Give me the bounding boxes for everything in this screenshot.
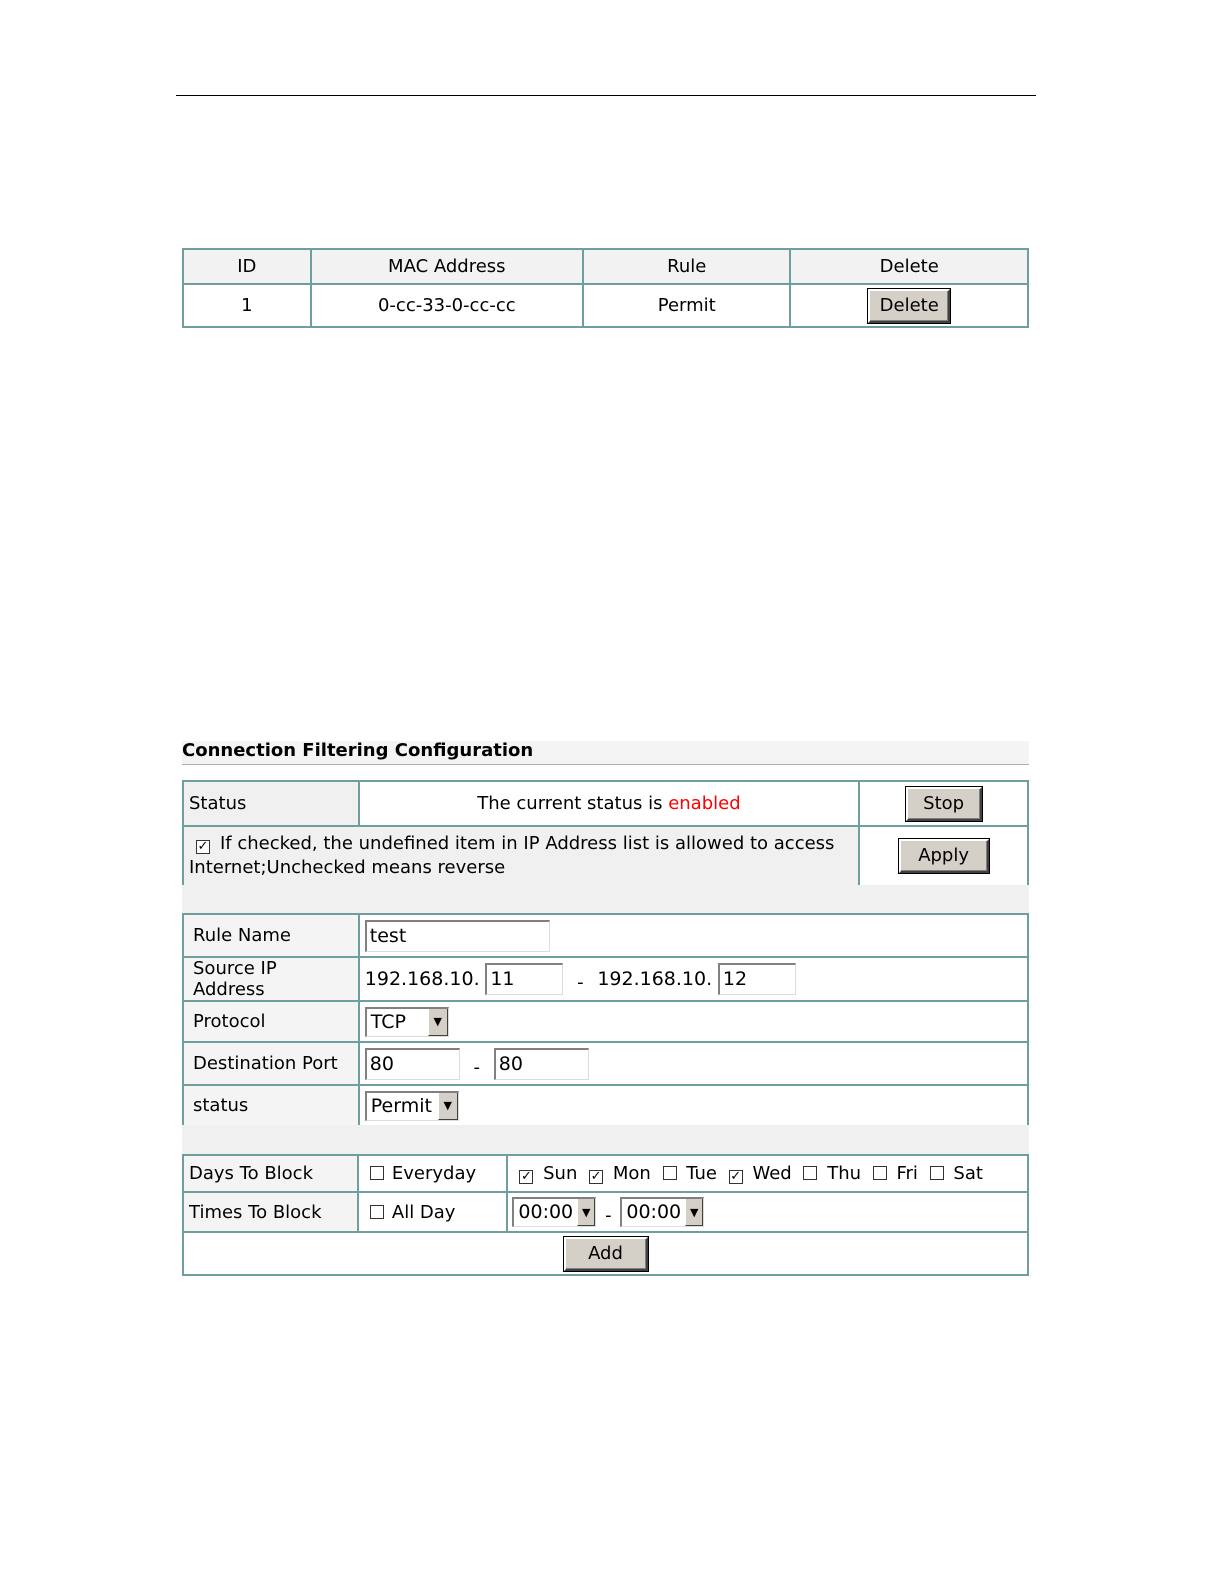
rule-name-label: Rule Name [183, 914, 359, 957]
rule-status-select[interactable] [365, 1091, 459, 1121]
section-title: Connection Filtering Configuration [182, 741, 1029, 765]
source-ip-cell [359, 957, 1028, 1001]
rule-status-label: status [183, 1085, 359, 1126]
source-ip-label: Source IP Address [183, 957, 359, 1001]
mac-filter-table [182, 248, 1029, 328]
weekday-cell [507, 1155, 1028, 1192]
default-policy-checkbox[interactable]: ✓ [197, 839, 209, 854]
column-header-delete: Delete [790, 249, 1028, 284]
allday-cell [358, 1192, 508, 1232]
time-end-select[interactable] [620, 1197, 704, 1227]
apply-cell [859, 826, 1028, 886]
add-cell [183, 1232, 1028, 1275]
row-delete-cell [790, 284, 1028, 327]
protocol-select[interactable] [365, 1007, 449, 1037]
time-start-select[interactable] [512, 1197, 596, 1227]
dest-port-cell [359, 1042, 1028, 1085]
rule-form-table [182, 913, 1029, 1127]
apply-button[interactable]: Apply [899, 839, 989, 873]
allday-checkbox[interactable] [370, 1205, 384, 1219]
mon-label: Mon [612, 1163, 651, 1184]
days-row [183, 1155, 1028, 1192]
sun-checkbox[interactable]: ✓ [520, 1169, 532, 1184]
add-button[interactable]: Add [564, 1237, 648, 1271]
status-select-row [183, 1085, 1028, 1126]
page-header-rule [176, 95, 1036, 96]
days-label: Days To Block [183, 1155, 358, 1192]
row-rule: Permit [583, 284, 791, 327]
stop-button[interactable]: Stop [906, 787, 982, 821]
protocol-row [183, 1001, 1028, 1042]
status-row [183, 781, 1028, 826]
dest-port-label: Destination Port [183, 1042, 359, 1085]
sat-checkbox[interactable] [930, 1166, 944, 1180]
range-separator: - [577, 972, 584, 993]
rule-name-row [183, 914, 1028, 957]
fri-label: Fri [896, 1163, 918, 1184]
default-policy-cell [183, 826, 859, 886]
allday-label: All Day [391, 1201, 456, 1223]
dest-port-start-input[interactable]: 80 [365, 1048, 460, 1080]
section-gap [182, 885, 1029, 913]
delete-button[interactable]: Delete [868, 289, 950, 323]
table-row [183, 284, 1028, 327]
time-end-value: 00:00 [626, 1201, 682, 1223]
range-separator: - [605, 1205, 612, 1226]
stop-cell [859, 781, 1028, 826]
chevron-down-icon[interactable]: ▼ [428, 1009, 448, 1036]
rule-status-select-value: Permit [370, 1094, 432, 1117]
times-label: Times To Block [183, 1192, 358, 1232]
fri-checkbox[interactable] [873, 1166, 887, 1180]
row-mac-address: 0-cc-33-0-cc-cc [311, 284, 583, 327]
everyday-cell [358, 1155, 508, 1192]
status-table [182, 780, 1029, 887]
dest-port-row [183, 1042, 1028, 1085]
range-separator: - [473, 1056, 481, 1078]
rule-name-input[interactable]: test [365, 920, 550, 952]
chevron-down-icon[interactable]: ▼ [685, 1199, 703, 1226]
sun-label: Sun [543, 1163, 578, 1184]
dest-port-end-input[interactable]: 80 [494, 1048, 589, 1080]
time-range-cell [507, 1192, 1028, 1232]
thu-checkbox[interactable] [803, 1166, 817, 1180]
status-value: enabled [668, 793, 741, 814]
column-header-rule: Rule [583, 249, 791, 284]
protocol-label: Protocol [183, 1001, 359, 1042]
protocol-cell [359, 1001, 1028, 1042]
tue-checkbox[interactable] [663, 1166, 677, 1180]
thu-label: Thu [827, 1163, 862, 1184]
source-ip-row [183, 957, 1028, 1001]
time-start-value: 00:00 [518, 1201, 574, 1223]
column-header-id: ID [183, 249, 311, 284]
ip-prefix-start: 192.168.10. [364, 968, 480, 990]
chevron-down-icon[interactable]: ▼ [577, 1199, 595, 1226]
chevron-down-icon[interactable]: ▼ [438, 1093, 458, 1120]
rule-name-cell [359, 914, 1028, 957]
source-ip-end-input[interactable]: 12 [718, 963, 796, 995]
column-header-mac: MAC Address [311, 249, 583, 284]
sat-label: Sat [953, 1163, 983, 1184]
ip-prefix-end: 192.168.10. [597, 968, 713, 990]
source-ip-start-input[interactable]: 11 [485, 963, 563, 995]
tue-label: Tue [686, 1163, 718, 1184]
everyday-label: Everyday [391, 1163, 477, 1184]
status-text-cell [359, 781, 860, 826]
default-policy-text: If checked, the undefined item in IP Address list is allowed to access Internet;Unchecked means reverse [189, 833, 835, 878]
schedule-table [182, 1154, 1029, 1276]
table-header-row [183, 249, 1028, 284]
section-gap [182, 1125, 1029, 1154]
everyday-checkbox[interactable] [370, 1166, 384, 1180]
row-id: 1 [183, 284, 311, 327]
default-policy-row [183, 826, 1028, 886]
protocol-select-value: TCP [370, 1010, 406, 1033]
add-row [183, 1232, 1028, 1275]
status-text: The current status is [477, 793, 663, 814]
rule-status-cell [359, 1085, 1028, 1126]
wed-checkbox[interactable]: ✓ [730, 1169, 742, 1184]
mon-checkbox[interactable]: ✓ [590, 1169, 602, 1184]
wed-label: Wed [752, 1163, 792, 1184]
status-label: Status [183, 781, 359, 826]
times-row [183, 1192, 1028, 1232]
